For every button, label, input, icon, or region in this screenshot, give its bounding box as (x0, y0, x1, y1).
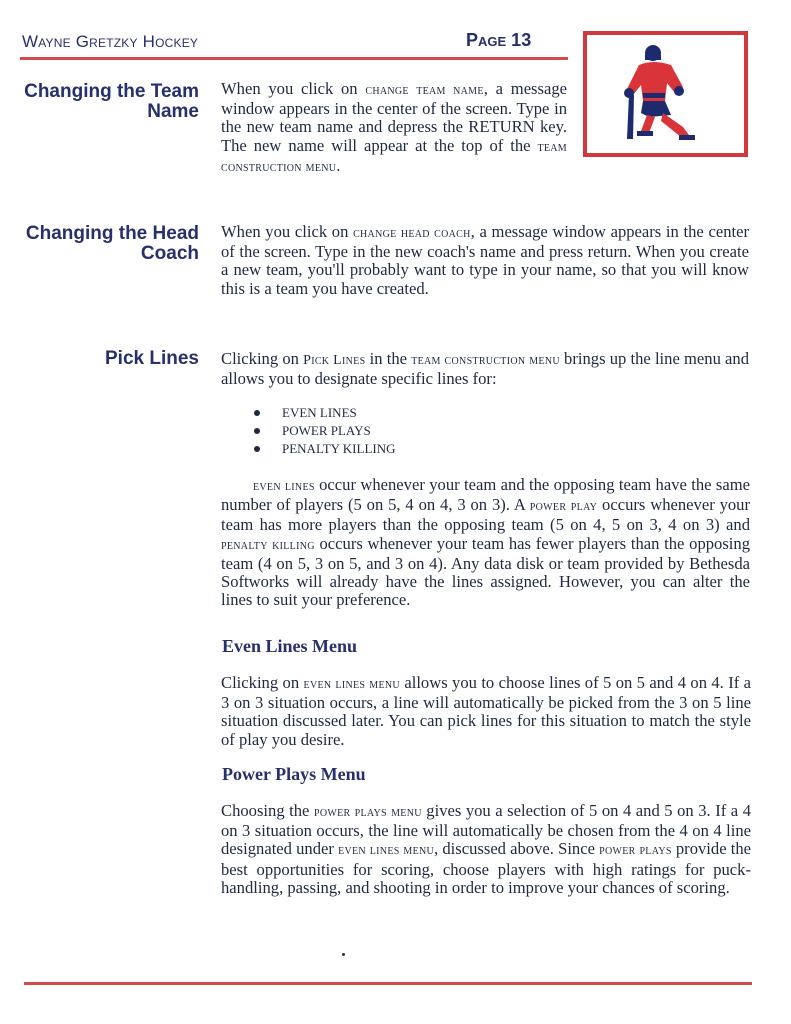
hockey-player-icon (587, 35, 744, 153)
paragraph-changing-team-name: When you click on change team name, a message window appears in the center of the screen. Type in the new team name and depress the RETURN key. The new name will appear at the top of the team construction menu. (221, 79, 567, 175)
paragraph-power-plays-menu: Choosing the power plays menu gives you a selection of 5 on 4 and 5 on 3. If a 4 on 3 situation occurs, the line will automatically be chosen from the 4 on 4 line designated under even lines menu, discussed above. Since power plays provide the best opportunities for scoring, choose players with high ratings for puck-handling, passing, and shooting in order to improve your chances of scoring. (221, 801, 752, 897)
paragraph-pick-lines-intro: Clicking on Pick Lines in the team construction menu brings up the line menu and allows you to designate specific lines for: (221, 349, 750, 389)
heading-pick-lines: Pick Lines (105, 348, 199, 369)
heading-changing-head-coach: Changing the Head Coach (25, 223, 199, 264)
list-item: POWER PLAYS (252, 422, 396, 440)
paragraph-even-lines-menu: Clicking on even lines menu allows you to choose lines of 5 on 5 and 4 on 4. If a 3 on 3 situation occurs, a line will automatically be picked from the 3 on 5 line situation discussed later. You can pick lines for this situation to match the style of play you desire. (221, 673, 752, 749)
page-number: Page 13 (466, 30, 532, 50)
paragraph-line-definitions: even lines occur whenever your team and the opposing team have the same number of players (5 on 5, 4 on 4, 3 on 3). A power play occurs whenever your team has more players than the opposing team (5 on 4, 5 on 3, 4 on 3) and penalty killing occurs whenever your team has fewer players than the opposing team (4 on 5, 3 on 5, and 3 on 4). Any data disk or team provided by Bethesda Softworks will already have the lines assigned. However, you can alter the lines to suit your preference. (221, 475, 750, 610)
footer-rule (24, 982, 752, 985)
header-rule (20, 57, 568, 60)
print-speck (342, 953, 345, 956)
heading-changing-team-name: Changing the Team Name (24, 81, 199, 122)
logo-box (583, 31, 748, 157)
list-item: EVEN LINES (252, 404, 396, 422)
page-header-title: Wayne Gretzky Hockey (22, 32, 199, 51)
paragraph-changing-head-coach: When you click on change head coach, a message window appears in the center of the screen. Type in the new coach's name and press return. When you create a new team, you'll probably want to type in your name, so that you will know this is a team you have created. (221, 222, 749, 298)
list-item: PENALTY KILLING (252, 440, 396, 458)
subheading-power-plays-menu: Power Plays Menu (222, 764, 366, 784)
line-types-list (252, 404, 396, 458)
subheading-even-lines-menu: Even Lines Menu (222, 636, 358, 656)
